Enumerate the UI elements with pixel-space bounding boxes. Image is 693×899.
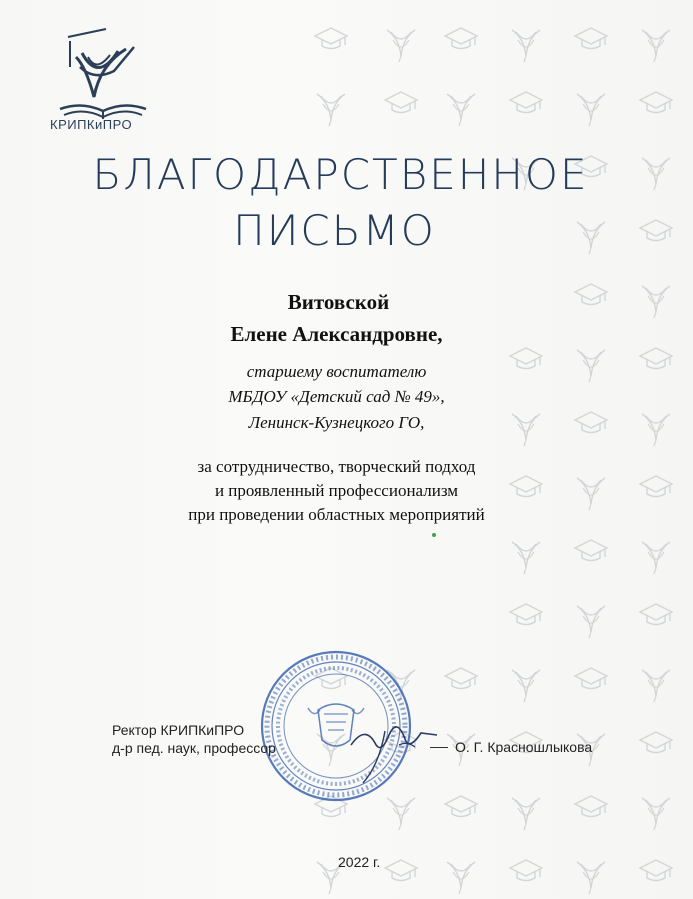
reason-line3: при проведении областных мероприятий — [188, 505, 485, 524]
graduation-cap-icon — [575, 796, 607, 817]
graduation-cap-icon — [445, 668, 477, 689]
signer-name: О. Г. Красношлыкова — [455, 739, 593, 755]
reason-line2: и проявленный профессионализм — [214, 481, 459, 500]
document-date: 2022 г. — [338, 854, 381, 870]
owl-book-icon — [577, 862, 605, 894]
graduation-cap-icon — [575, 28, 607, 49]
signer-role-line1: Ректор КРИПКиПРО — [112, 722, 245, 738]
ink-dot — [432, 533, 436, 537]
owl-book-icon — [387, 30, 415, 62]
document-title-line1: БЛАГОДАРСТВЕННОЕ — [92, 150, 589, 199]
handwritten-signature — [345, 705, 445, 785]
owl-book-icon — [512, 670, 540, 702]
owl-book-icon — [512, 542, 540, 574]
position-line1: старшему воспитателю — [246, 362, 427, 381]
owl-book-icon — [317, 94, 345, 126]
signer-role-line2: д-р пед. наук, профессор — [112, 740, 276, 756]
owl-book-icon — [642, 542, 670, 574]
owl-book-icon — [642, 30, 670, 62]
owl-book-icon — [447, 94, 475, 126]
graduation-cap-icon — [445, 796, 477, 817]
graduation-cap-icon — [510, 860, 542, 881]
owl-book-logo-icon — [48, 22, 158, 132]
graduation-cap-icon — [575, 668, 607, 689]
recipient-name: Елене Александровне, — [230, 322, 443, 346]
graduation-cap-icon — [640, 860, 672, 881]
graduation-cap-icon — [510, 92, 542, 113]
owl-book-icon — [512, 798, 540, 830]
owl-book-icon — [512, 30, 540, 62]
graduation-cap-icon — [640, 604, 672, 625]
owl-book-icon — [577, 606, 605, 638]
graduation-cap-icon — [315, 28, 347, 49]
graduation-cap-icon — [510, 604, 542, 625]
position-line2: МБДОУ «Детский сад № 49», — [228, 387, 445, 406]
reason-line1: за сотрудничество, творческий подход — [197, 457, 476, 476]
logo-text: КРИПКиПРО — [50, 117, 133, 132]
graduation-cap-icon — [640, 92, 672, 113]
owl-book-icon — [642, 670, 670, 702]
owl-book-icon — [447, 862, 475, 894]
graduation-cap-icon — [640, 732, 672, 753]
graduation-cap-icon — [575, 540, 607, 561]
graduation-cap-icon — [385, 92, 417, 113]
recipient-surname: Витовской — [287, 290, 390, 314]
signature-dash — [430, 747, 448, 748]
owl-book-icon — [577, 94, 605, 126]
graduation-cap-icon — [445, 28, 477, 49]
owl-book-icon — [642, 798, 670, 830]
document-title-line2: ПИСЬМО — [233, 206, 436, 255]
position-line3: Ленинск-Кузнецкого ГО, — [248, 413, 425, 432]
graduation-cap-icon — [385, 860, 417, 881]
